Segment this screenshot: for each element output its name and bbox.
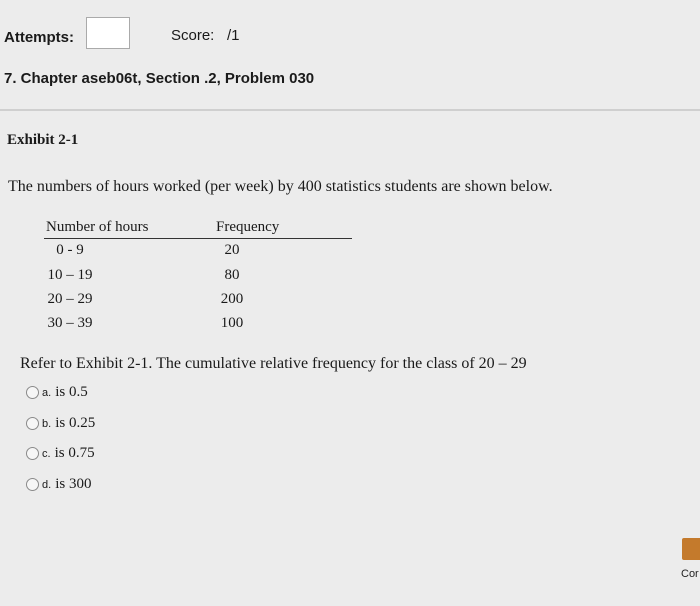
option-text: is 300 [55, 476, 92, 492]
table-cell-frequency: 20 [224, 242, 240, 258]
option-text: is 0.25 [55, 415, 96, 431]
table-cell-hours: 10 – 19 [47, 267, 93, 283]
divider [0, 109, 700, 111]
continue-link[interactable]: Cor [681, 568, 699, 580]
option-b[interactable] [26, 415, 95, 432]
attempts-input [86, 17, 130, 49]
radio-button[interactable] [26, 417, 39, 430]
problem-title: 7. Chapter aseb06t, Section .2, Problem 030 [4, 70, 315, 87]
score-label: Score: [171, 27, 215, 44]
option-letter: d. [42, 478, 52, 491]
table-header-hours: Number of hours [46, 219, 149, 235]
table-cell-hours: 0 - 9 [56, 242, 84, 258]
continue-button[interactable] [682, 538, 700, 560]
table-cell-hours: 30 – 39 [47, 315, 93, 331]
option-text: is 0.75 [54, 445, 95, 461]
option-c[interactable] [26, 445, 95, 462]
exhibit-intro: The numbers of hours worked (per week) by 400 statistics students are shown below. [8, 178, 553, 195]
score-value: /1 [227, 27, 240, 44]
table-cell-hours: 20 – 29 [47, 291, 93, 307]
option-d[interactable] [26, 476, 91, 493]
table-header-rule [44, 238, 352, 239]
option-text: is 0.5 [55, 384, 88, 400]
radio-button[interactable] [26, 447, 39, 460]
exhibit-title: Exhibit 2-1 [7, 132, 79, 148]
radio-button[interactable] [26, 478, 39, 491]
option-letter: b. [42, 417, 52, 430]
option-letter: c. [42, 447, 51, 460]
radio-button[interactable] [26, 386, 39, 399]
option-letter: a. [42, 386, 52, 399]
table-cell-frequency: 80 [224, 267, 240, 283]
attempts-label: Attempts: [4, 29, 74, 46]
question-text: Refer to Exhibit 2-1. The cumulative relative frequency for the class of 20 – 29 [20, 355, 527, 372]
table-header-frequency: Frequency [216, 219, 280, 235]
table-cell-frequency: 200 [220, 291, 244, 307]
table-cell-frequency: 100 [220, 315, 244, 331]
option-a[interactable] [26, 384, 88, 401]
